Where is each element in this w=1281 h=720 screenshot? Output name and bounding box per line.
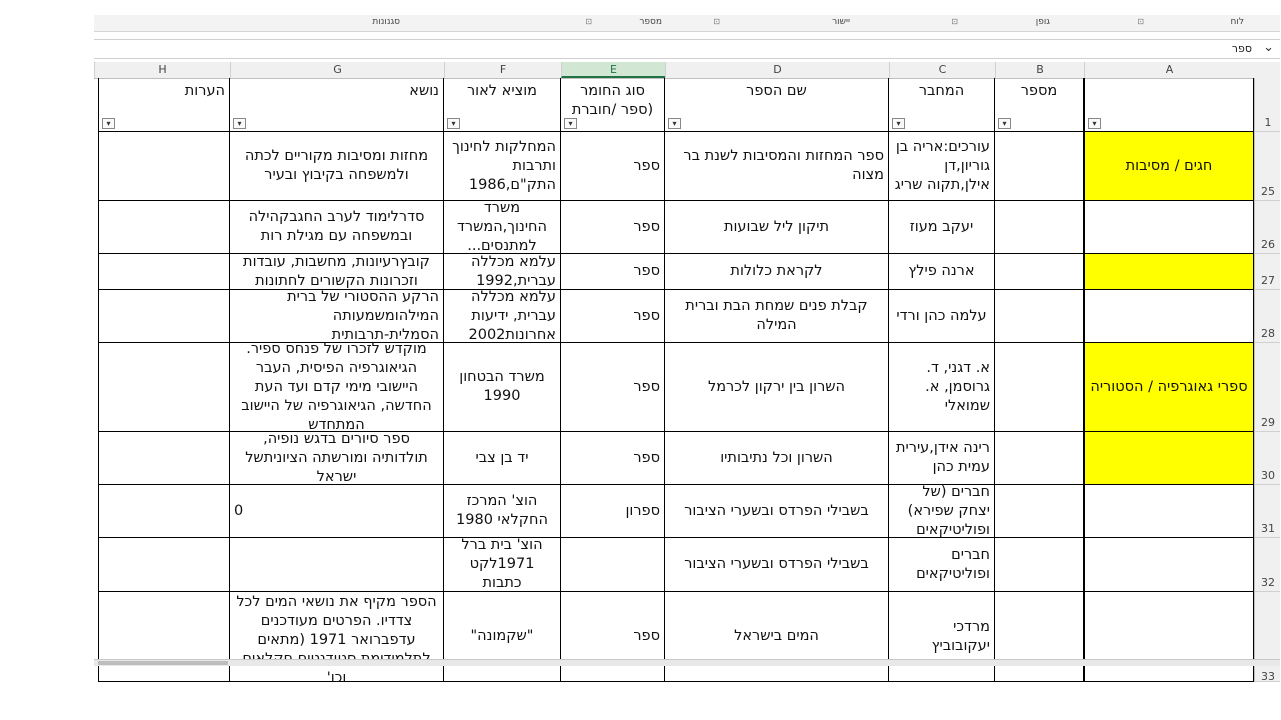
cell-author[interactable]: חברים ופוליטיקאים bbox=[889, 538, 995, 592]
column-header-bar bbox=[94, 62, 1280, 79]
cell-subject[interactable]: קובץרעיונות, מחשבות, עובדות וזכרונות הקשורים לחתונות bbox=[230, 254, 444, 290]
table-row bbox=[94, 132, 1280, 201]
column-header-c[interactable]: C bbox=[889, 62, 995, 78]
column-header-b[interactable]: B bbox=[995, 62, 1084, 78]
filter-dropdown-icon[interactable]: ▾ bbox=[998, 118, 1011, 129]
cell-subject[interactable]: 0 bbox=[230, 485, 444, 538]
filter-dropdown-icon[interactable]: ▾ bbox=[1088, 118, 1101, 129]
table-row bbox=[94, 485, 1280, 538]
cell-notes[interactable] bbox=[98, 343, 230, 432]
cell-author[interactable]: חברים (של יצחק שפירא) ופוליטיקאים bbox=[889, 485, 995, 538]
cell-book-title[interactable]: תיקון ליל שבועות bbox=[665, 201, 889, 254]
cell-notes[interactable] bbox=[98, 290, 230, 343]
column-header-h[interactable]: H bbox=[94, 62, 230, 78]
cell-book-title[interactable]: ספר המחזות והמסיבות לשנת בר מצוה bbox=[665, 132, 889, 201]
table-row bbox=[94, 254, 1280, 290]
column-header-e[interactable]: E bbox=[561, 62, 665, 78]
cell-category[interactable] bbox=[1084, 254, 1254, 290]
table-header-row bbox=[94, 78, 1280, 132]
name-box-bar[interactable] bbox=[94, 39, 1280, 59]
cell-number[interactable] bbox=[995, 485, 1084, 538]
chevron-down-icon[interactable]: ⌄ bbox=[1263, 40, 1274, 55]
table-row bbox=[94, 201, 1280, 254]
header-cell-publisher[interactable]: מוציא לאור ▾ bbox=[444, 78, 561, 132]
cell-author[interactable]: רינה אידן,עירית עמית כהן bbox=[889, 432, 995, 485]
row-number[interactable]: 25 bbox=[1254, 132, 1280, 201]
cell-notes[interactable] bbox=[98, 201, 230, 254]
filter-dropdown-icon[interactable]: ▾ bbox=[892, 118, 905, 129]
table-row bbox=[94, 538, 1280, 592]
cell-author[interactable]: ארנה פילץ bbox=[889, 254, 995, 290]
table-row bbox=[94, 340, 1280, 433]
row-number[interactable]: 32 bbox=[1254, 538, 1280, 592]
cell-material-type[interactable]: ספרון bbox=[561, 485, 665, 538]
cell-material-type[interactable]: ספר bbox=[561, 132, 665, 201]
cell-material-type[interactable]: ספר bbox=[561, 592, 665, 682]
table-row bbox=[94, 592, 1280, 686]
cell-notes[interactable] bbox=[98, 254, 230, 290]
cell-notes[interactable] bbox=[98, 432, 230, 485]
dialog-launcher-icon[interactable]: ⊡ bbox=[1137, 17, 1144, 26]
cell-subject[interactable] bbox=[230, 538, 444, 592]
cell-material-type[interactable] bbox=[561, 538, 665, 592]
row-number[interactable]: 27 bbox=[1254, 254, 1280, 290]
cell-publisher[interactable]: משרד החינוך,המשרד למתנסים... bbox=[444, 201, 561, 254]
cell-book-title[interactable]: לקראת כלולות bbox=[665, 254, 889, 290]
cell-publisher[interactable]: הוצ' המרכז החקלאי 1980 bbox=[444, 485, 561, 538]
cell-author[interactable]: עלמה כהן ורדי bbox=[889, 290, 995, 343]
header-cell-book-title[interactable]: שם הספר ▾ bbox=[665, 78, 889, 132]
cell-book-title[interactable]: השרון וכל נתיבותיו bbox=[665, 432, 889, 485]
cell-subject[interactable]: מחזות ומסיבות מקוריים לכתה ולמשפחה בקיבוץ ובעיר bbox=[230, 132, 444, 201]
cell-category[interactable]: ספרי גאוגרפיה / הסטוריה bbox=[1084, 343, 1254, 432]
row-number[interactable]: 29 bbox=[1254, 343, 1280, 432]
cell-publisher[interactable]: הוצ' בית ברל 1971לקט כתבות bbox=[444, 538, 561, 592]
cell-publisher[interactable]: עלמא מכללה עברית,1992 bbox=[444, 254, 561, 290]
header-cell-a[interactable] bbox=[1084, 78, 1254, 132]
scrollbar-thumb[interactable] bbox=[98, 661, 228, 665]
filter-dropdown-icon[interactable]: ▾ bbox=[668, 118, 681, 129]
cell-book-title[interactable]: בשבילי הפרדס ובשערי הציבור bbox=[665, 538, 889, 592]
cell-number[interactable] bbox=[995, 132, 1084, 201]
ribbon-group-font[interactable]: גופן bbox=[1035, 17, 1050, 27]
cell-publisher[interactable]: יד בן צבי bbox=[444, 432, 561, 485]
header-cell-subject[interactable]: נושא ▾ bbox=[230, 78, 444, 132]
cell-number[interactable] bbox=[995, 592, 1084, 682]
cell-number[interactable] bbox=[995, 201, 1084, 254]
cell-category[interactable] bbox=[1084, 432, 1254, 485]
cell-material-type[interactable]: ספר bbox=[561, 254, 665, 290]
table-row bbox=[94, 290, 1280, 343]
row-number[interactable]: 31 bbox=[1254, 485, 1280, 538]
header-cell-material-type[interactable]: סוג החומר (ספר /חוברת ▾ bbox=[561, 78, 665, 132]
cell-material-type[interactable]: ספר bbox=[561, 343, 665, 432]
row-number[interactable]: 1 bbox=[1254, 78, 1280, 132]
cell-number[interactable] bbox=[995, 432, 1084, 485]
ribbon-group-styles[interactable]: סגנונות bbox=[372, 17, 400, 27]
cell-publisher[interactable]: משרד הבטחון 1990 bbox=[444, 343, 561, 432]
column-header-f[interactable]: F bbox=[444, 62, 561, 78]
cell-notes[interactable] bbox=[98, 538, 230, 592]
cell-publisher[interactable]: המחלקות לחינוך ותרבות התק"ם,1986 bbox=[444, 132, 561, 201]
cell-category[interactable] bbox=[1084, 592, 1254, 682]
cell-publisher[interactable]: עלמא מכללה עברית, ידיעות אחרונות2002 bbox=[444, 290, 561, 343]
ribbon-group-labels bbox=[94, 15, 1280, 32]
cell-number[interactable] bbox=[995, 538, 1084, 592]
cell-subject[interactable]: הספר מקיף את נושאי המים לכל צדדיו. הפרטים מעודכנים עדפברואר 1971 (מתאים וכו' bbox=[230, 592, 444, 682]
cell-subject[interactable]: הרקע ההסטורי של ברית המילהומשמעותה הסמלית-תרבותית bbox=[230, 290, 444, 343]
dialog-launcher-icon[interactable]: ⊡ bbox=[585, 17, 592, 26]
header-cell-number[interactable]: מספר ▾ bbox=[995, 78, 1084, 132]
row-number[interactable]: 28 bbox=[1254, 290, 1280, 343]
spreadsheet-window bbox=[94, 15, 1280, 686]
ribbon-group-alignment[interactable]: יישור bbox=[832, 17, 850, 27]
column-header-g[interactable]: G bbox=[230, 62, 444, 78]
column-header-a[interactable]: A bbox=[1084, 62, 1254, 78]
cell-material-type[interactable]: ספר bbox=[561, 290, 665, 343]
filter-dropdown-icon[interactable]: ▾ bbox=[564, 118, 577, 129]
header-cell-author[interactable]: המחבר ▾ bbox=[889, 78, 995, 132]
row-number[interactable]: 33 bbox=[1254, 592, 1280, 682]
header-cell-notes[interactable]: הערות ▾ bbox=[98, 78, 230, 132]
cell-category[interactable]: חגים / מסיבות bbox=[1084, 132, 1254, 201]
horizontal-scrollbar[interactable] bbox=[94, 659, 1280, 666]
cell-book-title[interactable]: המים בישראל bbox=[665, 592, 889, 682]
cell-category[interactable] bbox=[1084, 485, 1254, 538]
dialog-launcher-icon[interactable]: ⊡ bbox=[951, 17, 958, 26]
ribbon-group-clipboard[interactable]: לוח bbox=[1230, 17, 1244, 27]
row-number[interactable]: 26 bbox=[1254, 201, 1280, 254]
dialog-launcher-icon[interactable]: ⊡ bbox=[713, 17, 720, 26]
ribbon-group-number[interactable]: מספר bbox=[639, 17, 662, 27]
cell-notes[interactable] bbox=[98, 592, 230, 682]
cell-category[interactable] bbox=[1084, 538, 1254, 592]
cell-notes[interactable] bbox=[98, 132, 230, 201]
table-row bbox=[94, 432, 1280, 485]
cell-subject[interactable]: מוקדש לזכרו של פנחס ספיר. הגיאוגרפיה הפיסית, העבר היישובי מימי קדם ועד העת החדשה, הגיאוגרפיה של היישוב המתחדש bbox=[230, 343, 444, 432]
filter-dropdown-icon[interactable]: ▾ bbox=[102, 118, 115, 129]
cell-author[interactable]: עורכים:אריה בן גוריון,דן אילן,תקוה שריג bbox=[889, 132, 995, 201]
cell-category[interactable] bbox=[1084, 201, 1254, 254]
cell-subject[interactable]: סדרלימוד לערב החגבקהילה ובמשפחה עם מגילת רות bbox=[230, 201, 444, 254]
filter-dropdown-icon[interactable]: ▾ bbox=[233, 118, 246, 129]
cell-publisher[interactable]: "שקמונה" bbox=[444, 592, 561, 682]
cell-author[interactable]: מרדכי יעקובוביץ bbox=[889, 592, 995, 682]
cell-category[interactable] bbox=[1084, 290, 1254, 343]
cell-book-title[interactable]: השרון בין ירקון לכרמל bbox=[665, 343, 889, 432]
cell-book-title[interactable]: בשבילי הפרדס ובשערי הציבור bbox=[665, 485, 889, 538]
column-header-d[interactable]: D bbox=[665, 62, 889, 78]
cell-book-title[interactable]: קבלת פנים שמחת הבת וברית המילה bbox=[665, 290, 889, 343]
cell-number[interactable] bbox=[995, 343, 1084, 432]
name-box-value[interactable]: ספר bbox=[1231, 42, 1252, 55]
cell-material-type[interactable]: ספר bbox=[561, 432, 665, 485]
filter-dropdown-icon[interactable]: ▾ bbox=[447, 118, 460, 129]
cell-subject[interactable]: ספר סיורים בדגש נופיה, תולדותיה ומורשתה הציוניתשל ישראל bbox=[230, 432, 444, 485]
cell-material-type[interactable]: ספר bbox=[561, 201, 665, 254]
cell-author[interactable]: א. דגני, ד. גרוסמן, א. שמואלי bbox=[889, 343, 995, 432]
cell-number[interactable] bbox=[995, 254, 1084, 290]
row-number[interactable]: 30 bbox=[1254, 432, 1280, 485]
cell-number[interactable] bbox=[995, 290, 1084, 343]
cell-notes[interactable] bbox=[98, 485, 230, 538]
cell-author[interactable]: יעקב מעוז bbox=[889, 201, 995, 254]
